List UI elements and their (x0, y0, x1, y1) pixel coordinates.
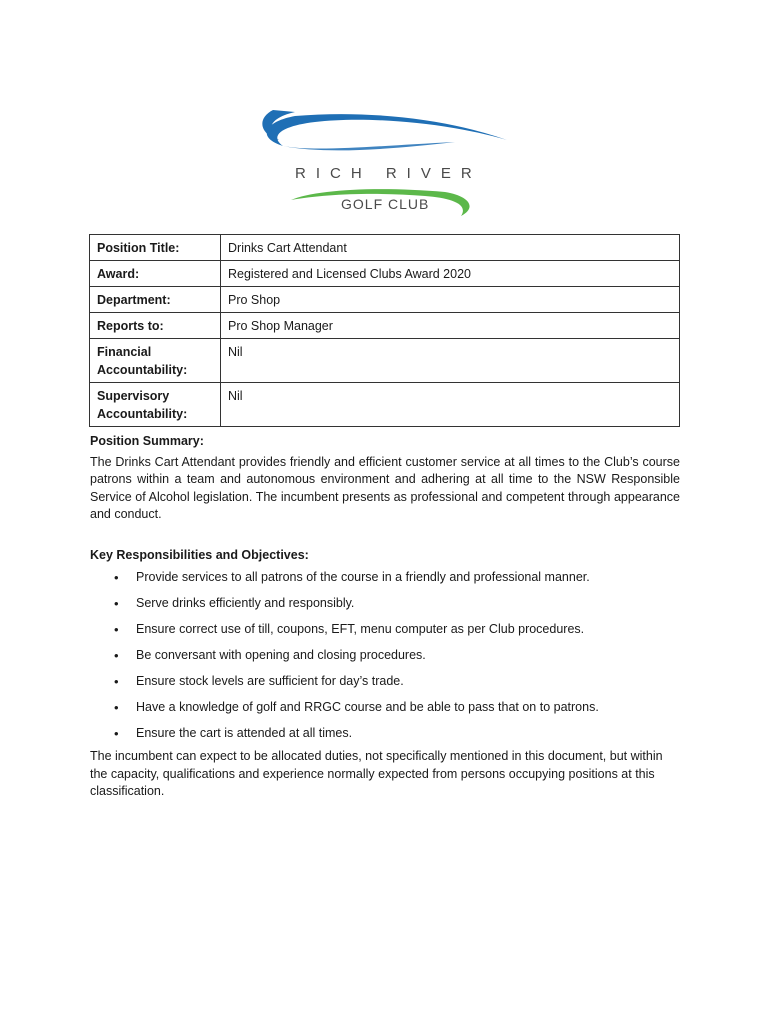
list-item-text: Be conversant with opening and closing procedures. (136, 647, 426, 662)
info-value: Nil (221, 339, 680, 383)
list-item (90, 673, 680, 699)
position-summary-section (90, 433, 680, 524)
bullet-icon: • (114, 569, 119, 585)
bullet-icon: • (114, 673, 119, 689)
info-label: Reports to: (90, 313, 221, 339)
logo-line-2: GOLF CLUB (341, 196, 430, 212)
list-item-text: Ensure stock levels are sufficient for day’s trade. (136, 673, 404, 688)
logo-line-1: RICH RIVER (295, 165, 482, 182)
list-item-text: Ensure the cart is attended at all times. (136, 725, 353, 740)
info-row-financial-accountability (90, 339, 680, 383)
info-label: Position Title: (90, 235, 221, 261)
info-value: Pro Shop (221, 287, 680, 313)
responsibilities-section (90, 547, 680, 751)
info-value: Registered and Licensed Clubs Award 2020 (221, 261, 680, 287)
info-value: Drinks Cart Attendant (221, 235, 680, 261)
bullet-icon: • (114, 699, 119, 715)
responsibilities-list (90, 569, 680, 751)
responsibilities-heading: Key Responsibilities and Objectives: (90, 548, 309, 562)
bullet-icon: • (114, 725, 119, 741)
list-item (90, 621, 680, 647)
list-item-text: Provide services to all patrons of the course in a friendly and professional manner. (136, 569, 590, 584)
info-value: Nil (221, 383, 680, 427)
info-label: Department: (90, 287, 221, 313)
list-item-text: Serve drinks efficiently and responsibly. (136, 595, 355, 610)
info-row-supervisory-accountability (90, 383, 680, 427)
info-label: Financial Accountability: (90, 339, 221, 383)
list-item (90, 725, 680, 751)
bullet-icon: • (114, 621, 119, 637)
list-item (90, 699, 680, 725)
list-item (90, 595, 680, 621)
rich-river-golf-club-logo (255, 108, 515, 220)
bullet-icon: • (114, 647, 119, 663)
info-value: Pro Shop Manager (221, 313, 680, 339)
info-row-reports-to (90, 313, 680, 339)
bullet-icon: • (114, 595, 119, 611)
info-label: Supervisory Accountability: (90, 383, 221, 427)
position-summary-heading: Position Summary: (90, 434, 204, 448)
list-item (90, 647, 680, 673)
list-item (90, 569, 680, 595)
info-label: Award: (90, 261, 221, 287)
info-row-award (90, 261, 680, 287)
position-summary-text: The Drinks Cart Attendant provides friendly and efficient customer service at all times to the Club’s course patrons within a team and autonomous environment and adhering at all time to the NSW Responsible Service of Alcohol legislation. The incumbent presents as professional and competent through appearance and conduct. (90, 454, 680, 521)
list-item-text: Have a knowledge of golf and RRGC course and be able to pass that on to patrons. (136, 699, 599, 714)
info-row-department (90, 287, 680, 313)
closing-paragraph: The incumbent can expect to be allocated duties, not specifically mentioned in this document, but within the capacity, qualifications and experience normally expected from persons occupying positions at this classification. (90, 749, 663, 798)
info-row-position-title (90, 235, 680, 261)
list-item-text: Ensure correct use of till, coupons, EFT, menu computer as per Club procedures. (136, 621, 585, 636)
position-info-table (89, 234, 680, 427)
